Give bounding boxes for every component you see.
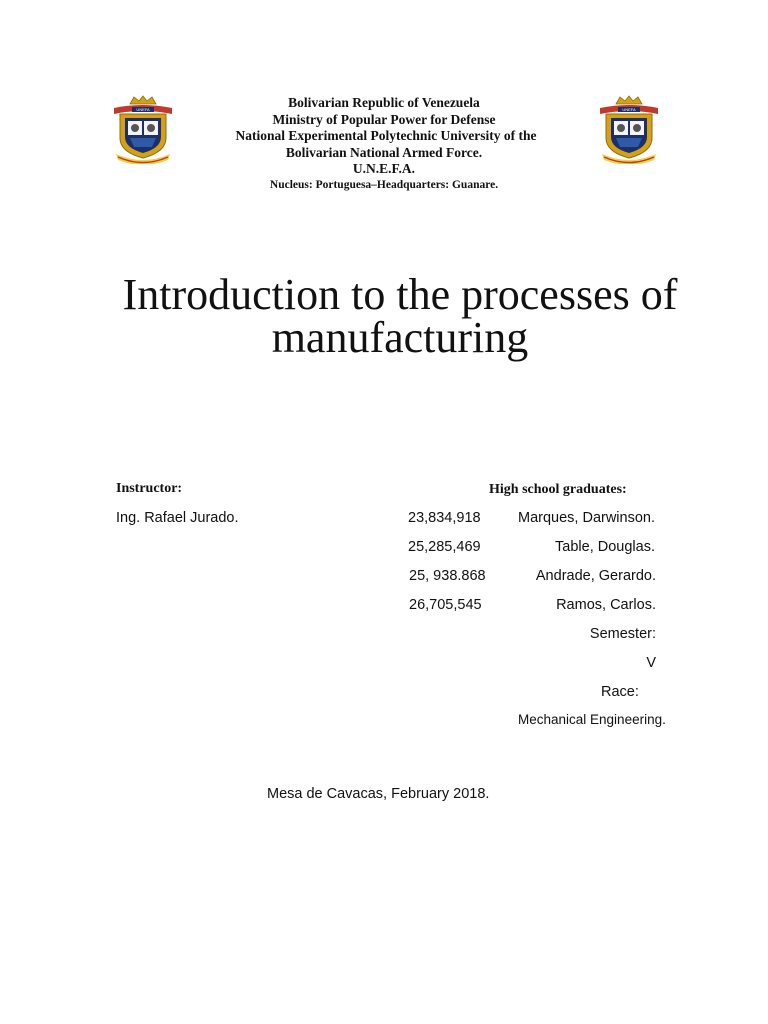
- student-id: 26,705,545: [409, 597, 482, 613]
- student-name: Marques, Darwinson.: [518, 510, 655, 526]
- instructor-name: Ing. Rafael Jurado.: [116, 510, 239, 526]
- institution-header: [0, 95, 768, 192]
- header-line-ministry: Ministry of Popular Power for Defense: [272, 111, 496, 127]
- header-line-acronym: U.N.E.F.A.: [352, 161, 416, 176]
- student-name: Ramos, Carlos.: [556, 597, 656, 613]
- student-id: 25, 938.868: [409, 568, 486, 584]
- document-title: [60, 272, 740, 361]
- svg-text:UNEFA: UNEFA: [622, 107, 636, 112]
- student-name: Andrade, Gerardo.: [535, 568, 656, 584]
- header-line-republic: Bolivarian Republic of Venezuela: [288, 95, 480, 110]
- race-value: Mechanical Engineering.: [518, 712, 666, 727]
- instructor-label: Instructor:: [116, 481, 183, 496]
- title-line-2: manufacturing: [271, 313, 529, 362]
- semester-value: V: [646, 655, 656, 671]
- graduates-label: High school graduates:: [489, 482, 627, 497]
- header-line-armed-force: Bolivarian National Armed Force.: [285, 144, 483, 160]
- place-date: Mesa de Cavacas, February 2018.: [267, 786, 490, 802]
- semester-label: Semester:: [589, 626, 656, 642]
- title-line-1: Introduction to the processes of: [122, 270, 678, 319]
- race-label: Race:: [601, 684, 639, 700]
- svg-text:UNEFA: UNEFA: [136, 107, 150, 112]
- student-name: Table, Douglas.: [555, 539, 655, 555]
- header-line-university: National Experimental Polytechnic University of the: [235, 128, 537, 143]
- student-id: 25,285,469: [408, 539, 481, 555]
- header-nucleus: Nucleus: Portuguesa–Headquarters: Guanare.: [269, 178, 499, 191]
- student-id: 23,834,918: [408, 510, 481, 526]
